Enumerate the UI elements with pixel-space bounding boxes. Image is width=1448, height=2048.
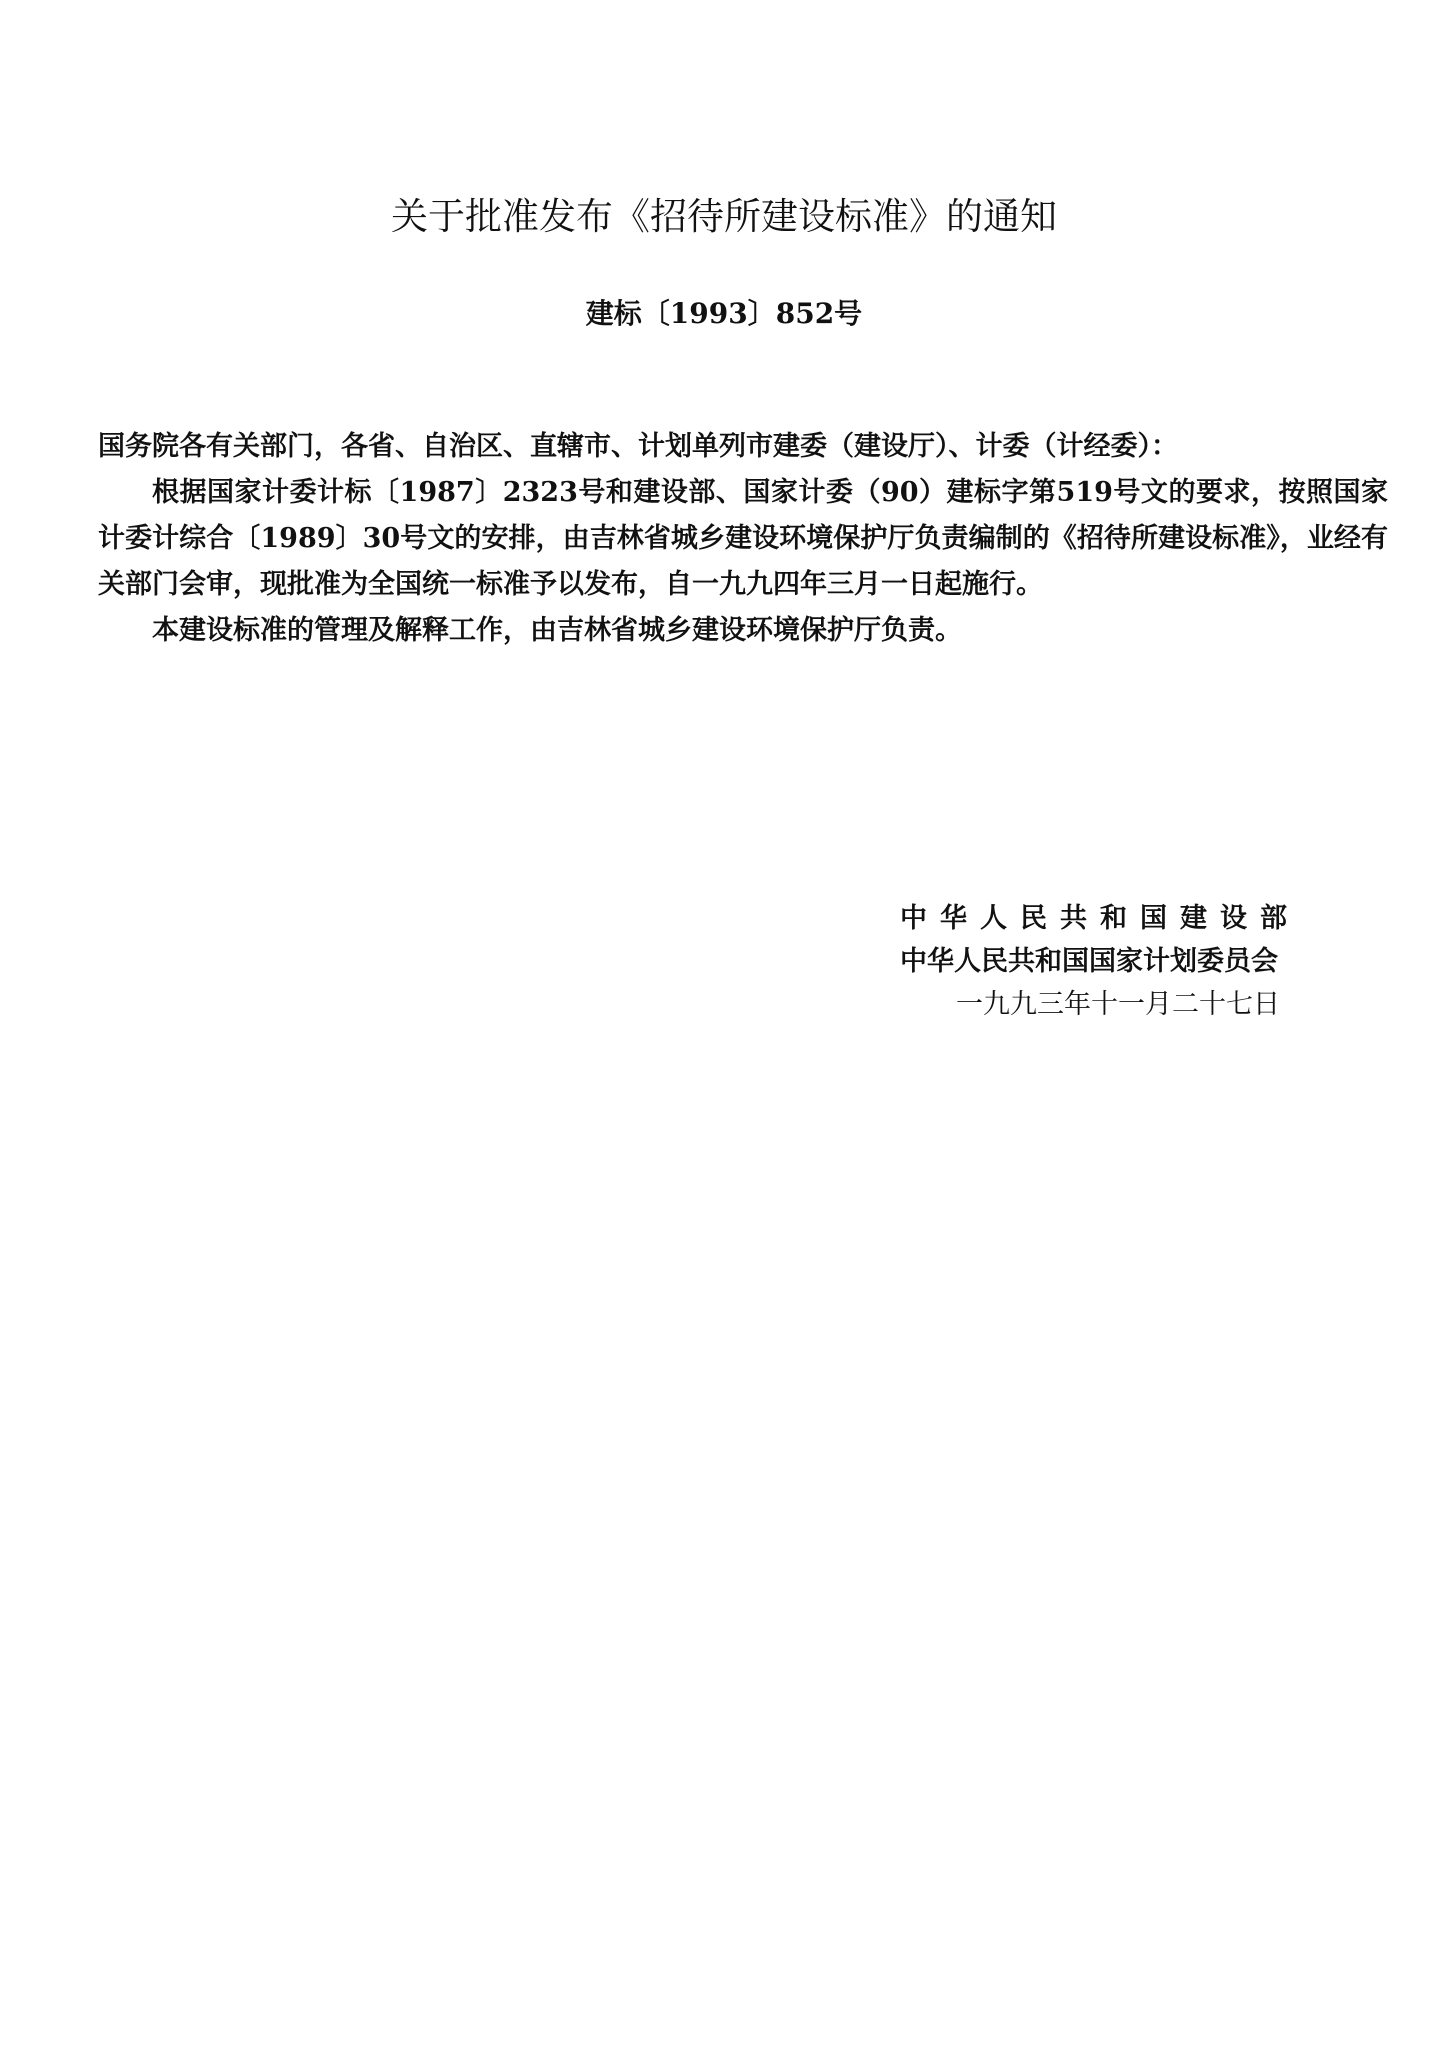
addressee-line: 国务院各有关部门，各省、自治区、直辖市、计划单列市建委（建设厅）、计委（计经委）： bbox=[98, 431, 1178, 462]
document-number: 建标〔1993〕852号 bbox=[585, 297, 863, 330]
signature-org-ministry: 中华人民共和国建设部 bbox=[900, 903, 1300, 934]
document-body bbox=[98, 424, 1388, 654]
signature-org-commission: 中华人民共和国国家计划委员会 bbox=[900, 946, 1278, 977]
signature-block bbox=[900, 897, 1320, 1026]
signature-date: 一九九三年十一月二十七日 bbox=[956, 989, 1280, 1020]
document-title: 关于批准发布《招待所建设标准》的通知 bbox=[391, 195, 1057, 238]
body-paragraph-2: 本建设标准的管理及解释工作，由吉林省城乡建设环境保护厅负责。 bbox=[152, 615, 962, 646]
body-paragraph-1: 根据国家计委计标〔1987〕2323号和建设部、国家计委（90）建标字第519号文的要求，按照国家计委计综合〔1989〕30号文的安排，由吉林省城乡建设环境保护厅负责编制的《招待所建设标准》，业经有关部门会审，现批准为全国统一标准予以发布，自一九九四年三月一日起施行。 bbox=[98, 477, 1388, 600]
